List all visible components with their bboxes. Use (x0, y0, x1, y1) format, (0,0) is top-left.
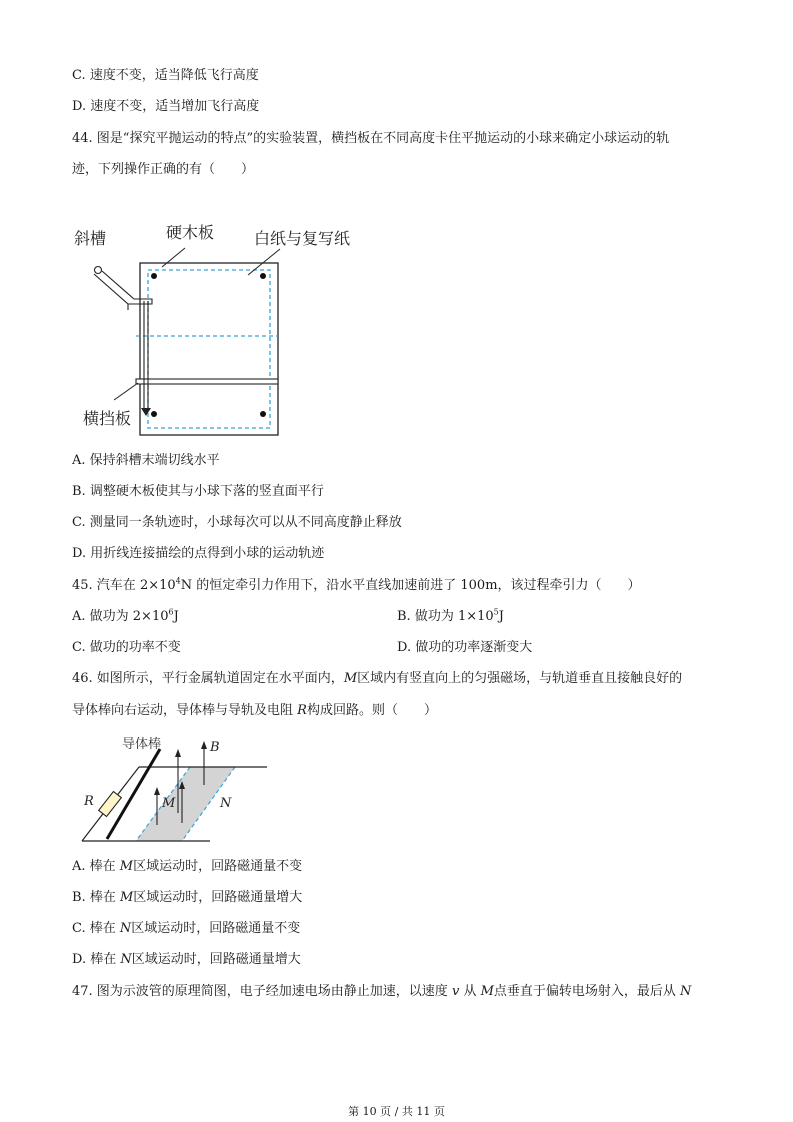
q44-option-a: A. 保持斜槽末端切线水平 (72, 453, 220, 468)
chute-ball (95, 267, 102, 274)
label-conductor-rod: 导体棒 (122, 737, 162, 752)
q43-option-c: C. 速度不变，适当降低飞行高度 (72, 68, 259, 83)
label-chute: 斜槽 (74, 229, 107, 248)
paper-outline (148, 270, 270, 428)
q46-option-c: C. 棒在 N区域运动时，回路磁通量不变 (72, 921, 301, 936)
label-paper: 白纸与复写纸 (254, 229, 351, 248)
label-m: M (162, 796, 176, 811)
label-hard-board: 硬木板 (166, 223, 215, 242)
label-b: B (210, 740, 220, 755)
q43-option-d: D. 速度不变，适当增加飞行高度 (72, 99, 260, 114)
q46-rails-figure (70, 735, 280, 845)
q44-stem-line1: 44. 图是“探究平抛运动的特点”的实验装置，横挡板在不同高度卡住平抛运动的小球来确定小球运动的轨 (72, 131, 670, 146)
q46-option-d: D. 棒在 N区域运动时，回路磁通量增大 (72, 952, 301, 967)
q45-stem: 45. 汽车在 $2\times 10^4N$ 的恒定牵引力作用下，沿水平直线加速前进了 100m，该过程牵引力（ ） (72, 576, 641, 593)
baffle-bar (136, 379, 278, 384)
q45-option-b: B. 做功为 $1\times 10^5J$ (397, 607, 504, 624)
resistor (99, 791, 122, 816)
chute (94, 271, 152, 310)
label-baffle: 横挡板 (83, 409, 132, 428)
q46-option-a: A. 棒在 M区域运动时，回路磁通量不变 (72, 859, 303, 874)
page-footer: 第 10 页 / 共 11 页 (348, 1105, 445, 1118)
q44-option-c: C. 测量同一条轨迹时，小球每次可以从不同高度静止释放 (72, 515, 402, 530)
hard-board (140, 263, 278, 435)
q46-stem-line2: 导体棒向右运动，导体棒与导轨及电阻 R构成回路。则（ ） (72, 703, 437, 718)
q45-option-a: A. 做功为 $2\times 10^6J$ (72, 607, 179, 624)
q44-apparatus-figure (70, 215, 370, 440)
q44-stem-line2: 迹，下列操作正确的有（ ） (72, 162, 255, 177)
q45-option-c: C. 做功的功率不变 (72, 640, 181, 655)
q46-option-b: B. 棒在 M区域运动时，回路磁通量增大 (72, 890, 303, 905)
label-n: N (220, 796, 232, 811)
q45-option-d: D. 做功的功率逐渐变大 (397, 640, 533, 655)
q44-option-b: B. 调整硬木板使其与小球下落的竖直面平行 (72, 484, 324, 499)
label-r: R (84, 794, 94, 809)
q47-stem: 47. 图为示波管的原理简图，电子经加速电场由静止加速，以速度 v 从 M点垂直于偏转电场射入，最后从 N (72, 984, 692, 999)
q44-option-d: D. 用折线连接描绘的点得到小球的运动轨迹 (72, 546, 325, 561)
q46-stem-line1: 46. 如图所示，平行金属轨道固定在水平面内，M区域内有竖直向上的匀强磁场，与轨道垂直且接触良好的 (72, 671, 683, 686)
